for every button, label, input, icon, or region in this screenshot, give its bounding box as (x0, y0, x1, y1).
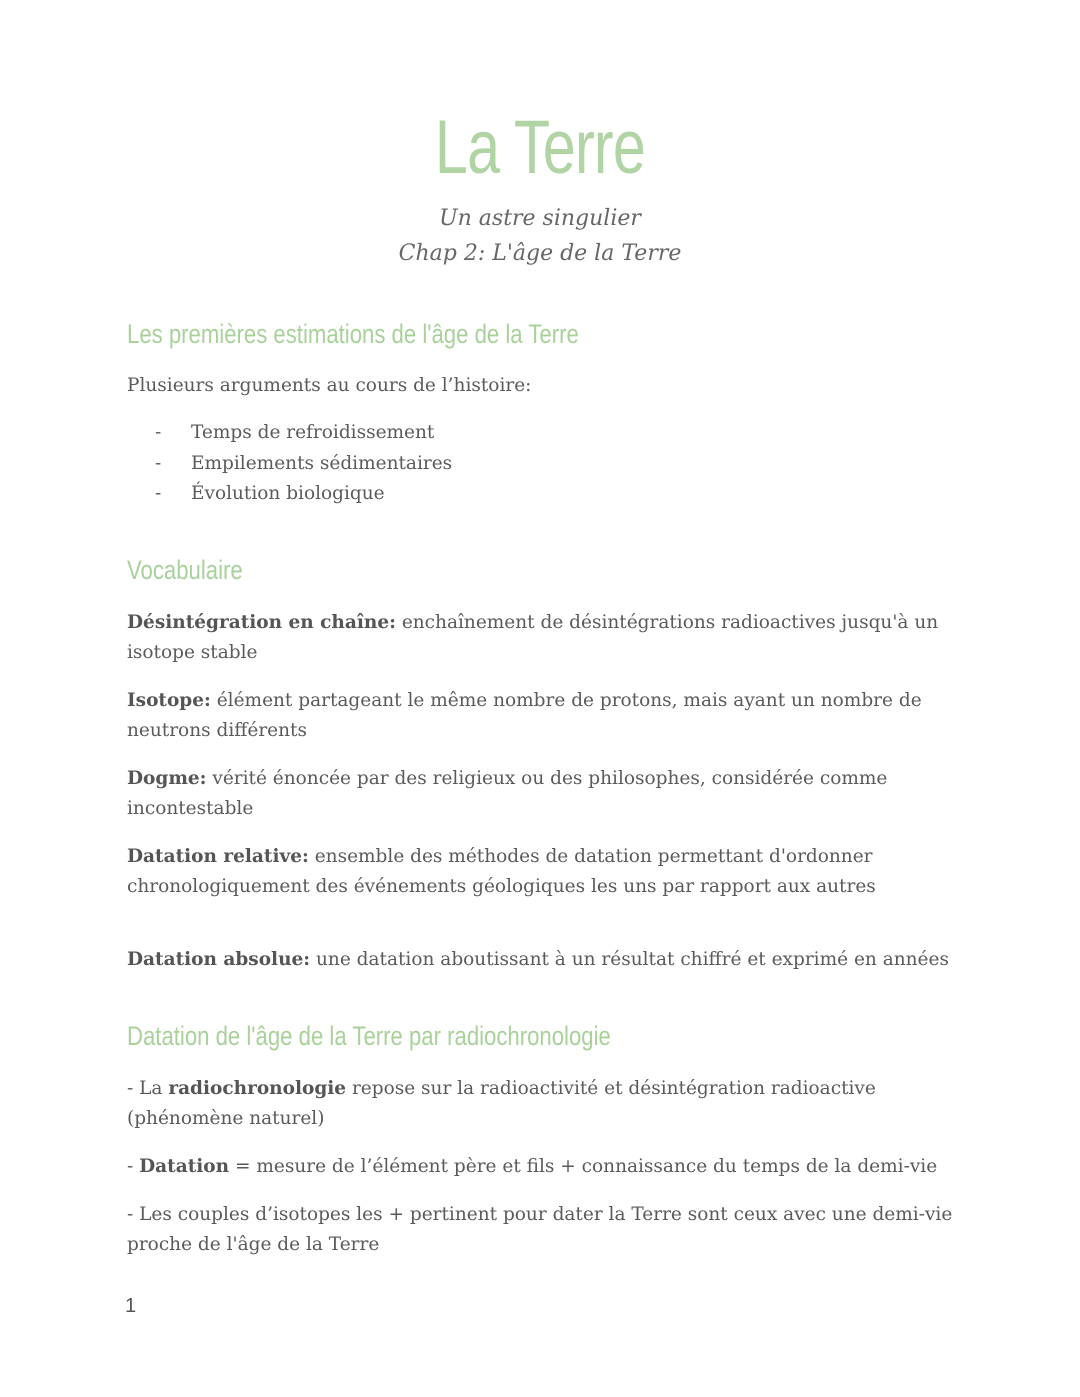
document-subtitle: Un astre singulier (439, 206, 641, 231)
definition-datation-absolue (127, 945, 957, 975)
term: Désintégration en chaîne: (127, 612, 396, 633)
term: Datation relative: (127, 846, 309, 867)
list-item: - Empilements sédimentaires (155, 449, 452, 480)
chapter-title: Chap 2: L'âge de la Terre (398, 241, 682, 266)
section1-intro: Plusieurs arguments au cours de l’histoire: (127, 375, 532, 396)
arguments-list (155, 418, 452, 510)
datation-paragraph: - Datation = mesure de l’élément père et fils + connaissance du temps de la demi-vie (127, 1156, 938, 1177)
page-number: 1 (125, 1295, 137, 1317)
definition-desintegration (127, 608, 947, 668)
definition-isotope (127, 686, 947, 746)
definition: vérité énoncée par des religieux ou des philosophes, considérée comme incontestable (127, 768, 888, 819)
bullet-dash: - (155, 422, 162, 443)
document-title: La Terre (434, 105, 646, 190)
definition: enchaînement de désintégrations radioactives jusqu'à un isotope stable (127, 612, 939, 663)
section-heading-vocabulaire: Vocabulaire (127, 555, 243, 585)
list-item: - Évolution biologique (155, 479, 452, 510)
definition: élément partageant le même nombre de protons, mais ayant un nombre de neutrons différents (127, 690, 922, 741)
radiochronologie-paragraph: - La radiochronologie repose sur la radioactivité et désintégration radioactive (phénomène naturel) (127, 1078, 876, 1129)
definition: une datation aboutissant à un résultat chiffré et exprimé en années (310, 949, 949, 970)
section-heading-estimations: Les premières estimations de l'âge de la Terre (127, 319, 579, 349)
isotopes-paragraph: - Les couples d’isotopes les + pertinent pour dater la Terre sont ceux avec une demi-vie proche de l'âge de la Terre (127, 1204, 953, 1255)
definition-dogme (127, 764, 947, 824)
bullet-dash: - (155, 452, 162, 474)
section-heading-radiochronologie: Datation de l'âge de la Terre par radiochronologie (127, 1021, 611, 1051)
bullet-dash: - (155, 483, 162, 504)
term: Isotope: (127, 690, 211, 711)
definition-datation-relative (127, 842, 947, 902)
definition: ensemble des méthodes de datation permettant d'ordonner chronologiquement des événements géologiques les uns par rapport aux autres (127, 846, 876, 897)
list-item: - Temps de refroidissement (155, 418, 452, 449)
term: Dogme: (127, 768, 207, 789)
term: Datation absolue: (127, 949, 311, 970)
